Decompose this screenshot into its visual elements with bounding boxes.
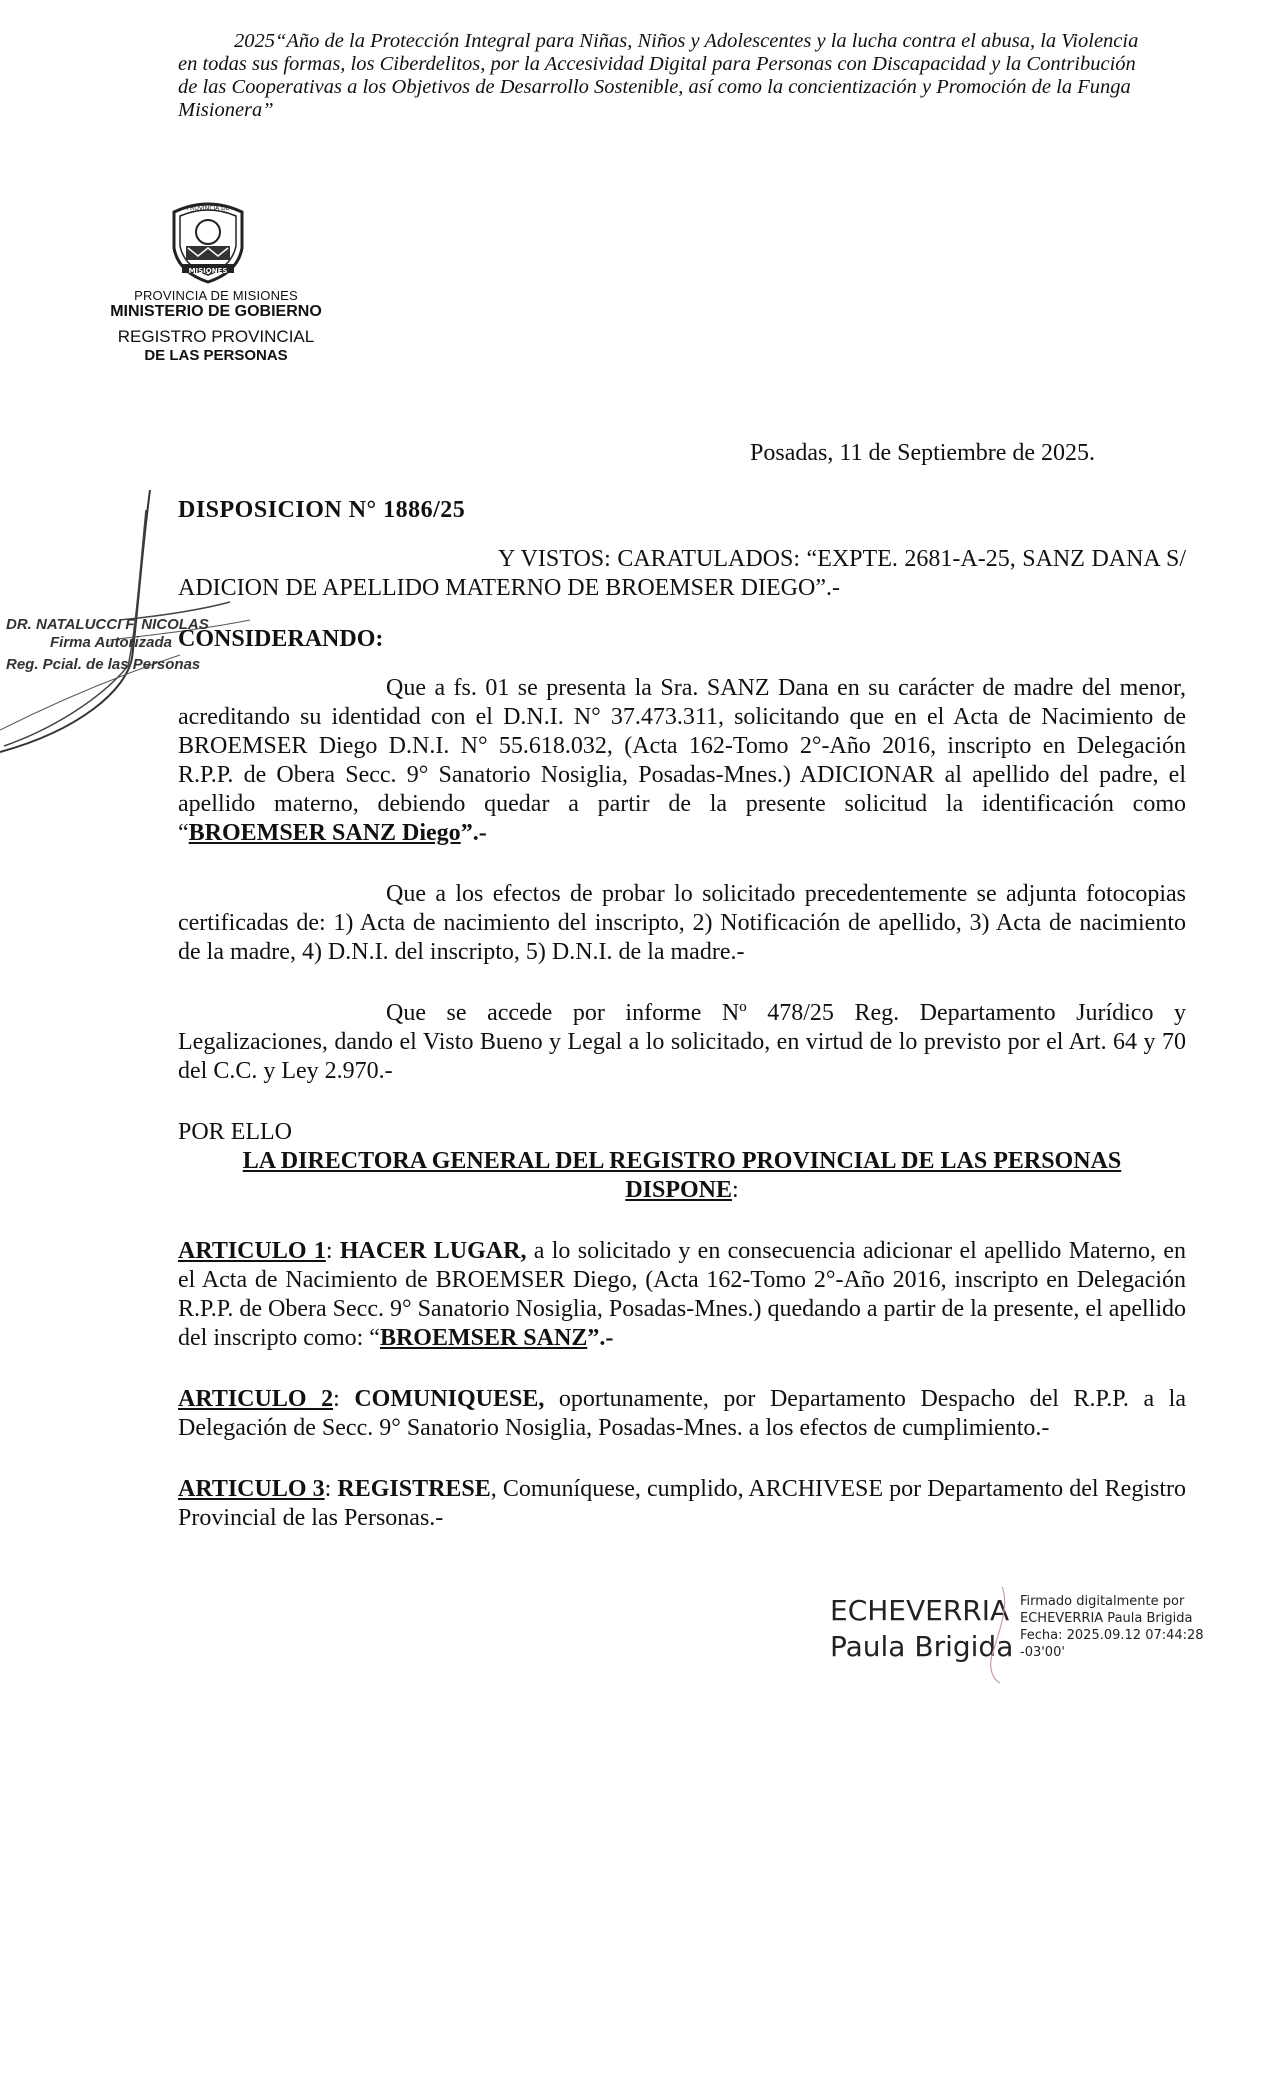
motto-line-2: en todas sus formas, los Ciberdelitos, por la Accesividad Digital para Personas con Discapacidad y la Contribución	[178, 53, 1136, 75]
directora-heading: LA DIRECTORA GENERAL DEL REGISTRO PROVINCIAL DE LAS PERSONAS	[242, 1148, 1122, 1174]
signer-surname: ECHEVERRIA	[830, 1594, 1010, 1627]
org-province: PROVINCIA DE MISIONES	[134, 288, 298, 303]
disposition-number: DISPOSICION N° 1886/25	[178, 497, 466, 523]
por-ello: POR ELLO	[178, 1119, 292, 1145]
paragraph-2: Que a los efectos de probar lo solicitado precedentemente se adjunta fotocopias certificadas de: 1) Acta de nacimiento del inscripto, 2) Notificación de apellido, 3) Acta de nacimiento de la madre, 4) D.N.I. del inscripto, 5) D.N.I. de la madre.-	[178, 881, 1186, 965]
article-1-verb: HACER LUGAR,	[339, 1238, 527, 1264]
article-1-end: ”.-	[587, 1325, 614, 1351]
dispone-word: DISPONE	[625, 1177, 732, 1203]
article-1-label: ARTICULO 1	[178, 1238, 326, 1264]
stamp-role: Firma Autorizada	[50, 634, 172, 651]
stamp-office: Reg. Pcial. de las Personas	[6, 656, 201, 673]
signature-details	[1020, 1593, 1204, 1661]
motto-line-1: 2025“Año de la Protección Integral para Niñas, Niños y Adolescentes y la lucha contra el abusa, la Violencia	[234, 30, 1139, 52]
article-2: ARTICULO 2: COMUNIQUESE, oportunamente, por Departamento Despacho del R.P.P. a la Delegación de Secc. 9° Sanatorio Nosiglia, Posadas-Mnes. a los efectos de cumplimiento.-	[178, 1386, 1187, 1441]
org-registry: REGISTRO PROVINCIAL	[117, 327, 315, 346]
signature-flourish-icon	[980, 1585, 1020, 1685]
signer-given-names: Paula Brigida	[830, 1630, 1014, 1663]
place-date: Posadas, 11 de Septiembre de 2025.	[750, 440, 1096, 466]
org-registry-sub-b: PERSONAS	[203, 347, 288, 364]
motto-line-4: Misionera”	[178, 99, 274, 121]
paragraph-1-text: Que a fs. 01 se presenta la Sra. SANZ Dana en su carácter de madre del menor, acreditando su identidad con el D.N.I. N° 37.473.311, solicitando que en el Acta de Nacimiento de BROEMSER Diego D.N.I. N° 55.618.032, (Acta 162-Tomo 2°-Año 2016, inscripto en Delegación R.P.P. de Obera Secc. 9° Sanatorio Nosiglia, Posadas-Mnes.) ADICIONAR al apellido del padre, el apellido materno, debiendo quedar a partir de la presente solicitud la identificación como “	[178, 675, 1186, 846]
header-motto	[178, 30, 1178, 122]
signature-info-1: Firmado digitalmente por	[1020, 1594, 1185, 1609]
paragraph-1	[178, 674, 1186, 848]
issuing-office	[92, 288, 340, 364]
dispone-heading: DISPONE:	[625, 1177, 739, 1203]
paragraph-3: Que se accede por informe Nº 478/25 Reg. Departamento Jurídico y Legalizaciones, dando el Visto Bueno y Legal a lo solicitado, en virtud de lo previsto por el Art. 64 y 70 del C.C. y Ley 2.970.-	[178, 1000, 1186, 1084]
article-3-verb: REGISTRESE	[337, 1476, 491, 1502]
signature-info-3: Fecha: 2025.09.12 07:44:28	[1020, 1628, 1204, 1643]
article-1-name: BROEMSER SANZ	[379, 1325, 588, 1351]
org-registry-sub	[92, 347, 340, 364]
org-registry-sub-a: DE LAS	[144, 347, 204, 364]
motto-line-3: de las Cooperativas a los Objetivos de Desarrollo Sostenible, así como la concientización y Promoción de la Funga	[178, 76, 1131, 98]
article-2-label: ARTICULO 2	[178, 1386, 334, 1412]
signature-info-2: ECHEVERRIA Paula Brigida	[1020, 1611, 1193, 1626]
org-ministry: MINISTERIO DE GOBIERNO	[110, 303, 322, 320]
vistos-paragraph: Y VISTOS: CARATULADOS: “EXPTE. 2681-A-25, SANZ DANA S/ ADICION DE APELLIDO MATERNO DE BROEMSER DIEGO”.-	[178, 546, 1186, 601]
article-2-verb: COMUNIQUESE,	[354, 1386, 545, 1412]
document-body	[178, 496, 1186, 1533]
signature-info-4: -03'00'	[1020, 1645, 1065, 1660]
considerando-heading: CONSIDERANDO:	[178, 626, 384, 652]
article-1: ARTICULO 1: HACER LUGAR, a lo solicitado y en consecuencia adicionar el apellido Materno, en el Acta de Nacimiento de BROEMSER Diego, (Acta 162-Tomo 2°-Año 2016, inscripto en Delegación R.P.P. de Obera Secc. 9° Sanatorio Nosiglia, Posadas-Mnes.) quedando a partir de la presente, el apellido del inscripto como: “BROEMSER SANZ”.-	[178, 1238, 1187, 1351]
article-3-label: ARTICULO 3	[178, 1476, 325, 1502]
seal-text-top: PROVINCIA DE	[186, 205, 230, 212]
article-2-text: oportunamente, por Departamento Despacho del R.P.P. a la Delegación de Secc. 9° Sanatorio Nosiglia, Posadas-Mnes. a los efectos de cumplimiento.-	[178, 1386, 1187, 1441]
stamp-name: DR. NATALUCCI F. NICOLAS	[6, 616, 209, 633]
article-3-text: , Comuníquese, cumplido, ARCHIVESE por Departamento del Registro Provincial de las Personas.-	[178, 1476, 1186, 1531]
article-3: ARTICULO 3: REGISTRESE, Comuníquese, cumplido, ARCHIVESE por Departamento del Registro Provincial de las Personas.-	[178, 1476, 1186, 1531]
seal-text-bottom: MISIONES	[188, 267, 228, 275]
paragraph-1-name: BROEMSER SANZ Diego	[188, 820, 461, 846]
article-1-text: a lo solicitado y en consecuencia adicionar el apellido Materno, en el Acta de Nacimiento de BROEMSER Diego, (Acta 162-Tomo 2°-Año 2016, inscripto en Delegación R.P.P. de Obera Secc. 9° Sanatorio Nosiglia, Posadas-Mnes.) quedando a partir de la presente, el apellido del inscripto como: “	[178, 1238, 1187, 1351]
digital-signature	[830, 1585, 1230, 1685]
paragraph-1-end: ”.-	[460, 820, 487, 846]
